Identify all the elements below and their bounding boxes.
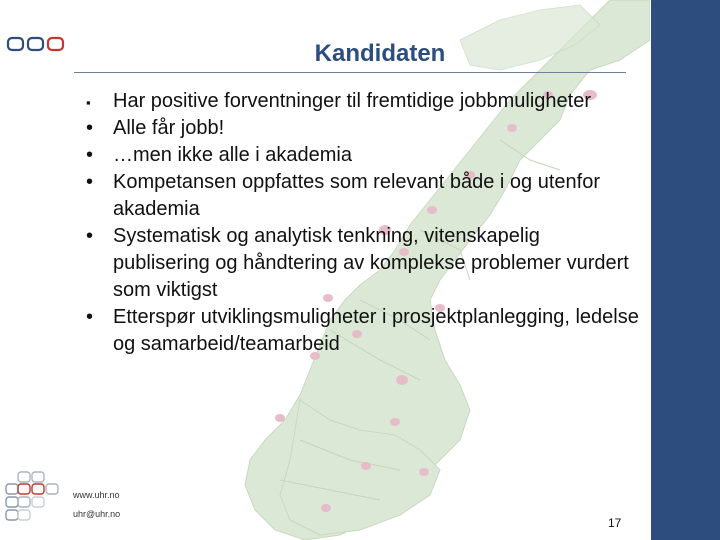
footer-email[interactable]: uhr@uhr.no bbox=[73, 509, 121, 519]
uhr-squares-logo-icon bbox=[4, 470, 66, 530]
dot-bullet-icon: • bbox=[86, 306, 94, 328]
bullet-item bbox=[80, 115, 640, 142]
bullet-item bbox=[80, 88, 640, 115]
dot-bullet-icon: • bbox=[86, 171, 94, 193]
page-number: 17 bbox=[608, 516, 622, 530]
bullet-item bbox=[80, 142, 640, 169]
dot-bullet-icon: • bbox=[86, 117, 94, 139]
bullet-text: …men ikke alle i akademia bbox=[113, 144, 352, 166]
bullet-text: Har positive forventninger til fremtidige jobbmuligheter bbox=[113, 90, 592, 112]
uhr-logo-icon bbox=[6, 35, 68, 53]
title-divider bbox=[74, 72, 626, 73]
bullet-text: Alle får jobb! bbox=[113, 117, 225, 139]
slide-title: Kandidaten bbox=[314, 40, 446, 67]
bullet-text: Etterspør utviklingsmuligheter i prosjektplanlegging, ledelse og samarbeid/teamarbeid bbox=[113, 306, 639, 355]
dot-bullet-icon: • bbox=[86, 225, 94, 247]
bullet-text: Kompetansen oppfattes som relevant både i og utenfor akademia bbox=[113, 171, 600, 220]
bullet-item bbox=[80, 304, 640, 358]
dot-bullet-icon: • bbox=[86, 144, 94, 166]
bullet-item bbox=[80, 223, 640, 304]
sidebar-band bbox=[651, 0, 720, 540]
square-bullet-icon: ▪ bbox=[86, 95, 91, 110]
bullet-item bbox=[80, 169, 640, 223]
bullet-text: Systematisk og analytisk tenkning, vitenskapelig publisering og håndtering av komplekse problemer vurdert som viktigst bbox=[113, 225, 629, 301]
bullet-list bbox=[80, 88, 640, 358]
footer-website[interactable]: www.uhr.no bbox=[73, 490, 120, 500]
